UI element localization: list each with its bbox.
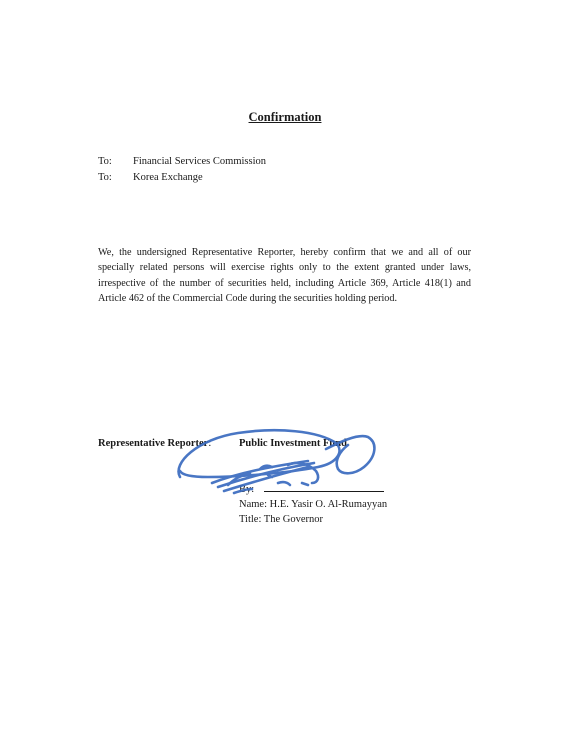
handwritten-signature [168,425,383,500]
by-label: By: [239,484,255,495]
recipient-label: To: [98,172,112,183]
recipient-name: Korea Exchange [133,172,203,183]
reporter-name: Public Investment Fund [239,438,347,449]
signatory-name: Name: H.E. Yasir O. Al-Rumayyan [239,499,388,510]
recipient-row [98,155,266,169]
recipient-row [98,171,203,185]
confirmation-body: We, the undersigned Representative Reporter, hereby confirm that we and all of our specially related persons will exercise rights only to the extent granted under laws, irrespective of the number of securities held, including Article 369, Article 418(1) and Article 462 of the Commercial Code during the securities holding period. [98,247,471,305]
reporter-label-text: Representative Reporter [98,438,209,449]
recipient-label: To: [98,156,112,167]
document-title: Confirmation [248,110,322,124]
reporter-label-colon: : [208,438,212,449]
signatory-title: Title: The Governor [239,514,323,525]
recipient-name: Financial Services Commission [133,156,266,167]
